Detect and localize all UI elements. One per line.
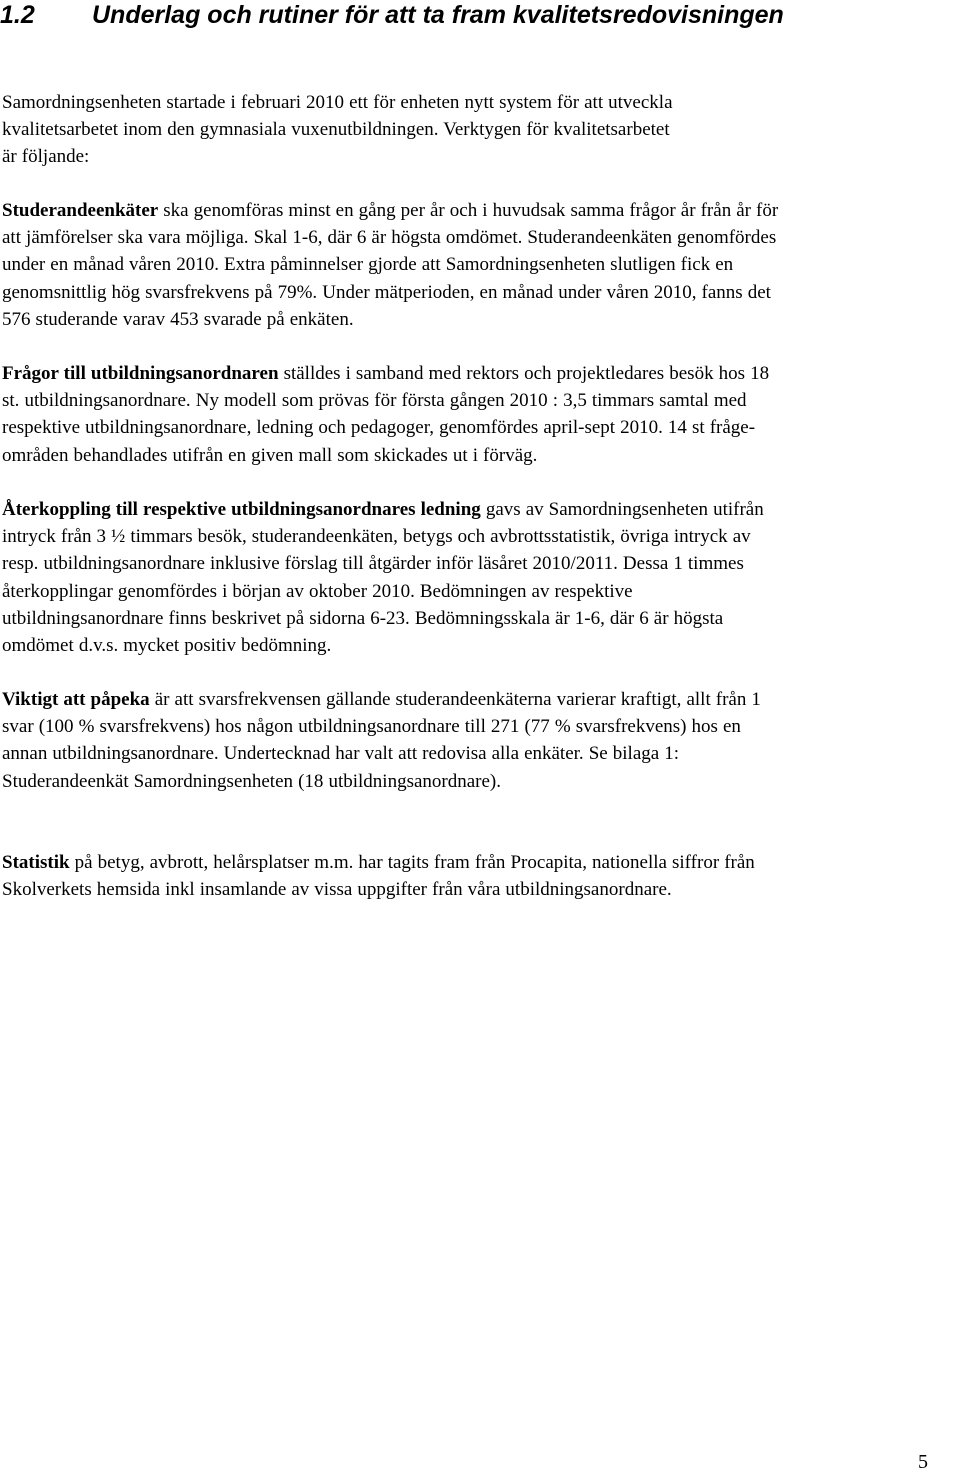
paragraph-intro bbox=[2, 89, 960, 171]
paragraph-lead: Återkoppling till respektive utbildningsanordnares ledning bbox=[2, 499, 481, 520]
paragraph-statistik bbox=[2, 849, 960, 903]
text-line: är följande: bbox=[2, 146, 90, 168]
section-number: 1.2 bbox=[0, 1, 35, 29]
text-line: att jämförelser ska vara möjliga. Skal 1-6, där 6 är högsta omdömet. Studerandeenkäten genomfördes bbox=[2, 227, 777, 249]
paragraph-lead: Studerandeenkäter bbox=[2, 200, 159, 221]
paragraph-fragor bbox=[2, 360, 960, 469]
page-number: 5 bbox=[918, 1451, 928, 1473]
text-line: är att svarsfrekvensen gällande studerandeenkäterna varierar kraftigt, allt från 1 bbox=[149, 689, 761, 710]
section-title: Underlag och rutiner för att ta fram kvalitetsredovisningen bbox=[92, 1, 784, 29]
text-line: kvalitetsarbetet inom den gymnasiala vuxenutbildningen. Verktygen för kvalitetsarbetet bbox=[2, 119, 670, 141]
text-line: 576 studerande varav 453 svarade på enkäten. bbox=[2, 308, 354, 330]
paragraph-lead: Statistik bbox=[2, 852, 70, 873]
section-heading bbox=[0, 0, 960, 30]
text-line: annan utbildningsanordnare. Undertecknad har valt att redovisa alla enkäter. Se bilaga 1: bbox=[2, 743, 680, 765]
text-line: resp. utbildningsanordnare inklusive förslag till åtgärder inför läsåret 2010/2011. Dessa 1 timmes bbox=[2, 553, 744, 575]
text-line: utbildningsanordnare finns beskrivet på sidorna 6-23. Bedömningsskala är 1-6, där 6 är högsta bbox=[2, 607, 724, 629]
text-line: Skolverkets hemsida inkl insamlande av vissa uppgifter från våra utbildningsanordnare. bbox=[2, 879, 672, 901]
text-line: intryck från 3 ½ timmars besök, studerandeenkäten, betygs och avbrottsstatistik, övriga intryck av bbox=[2, 526, 751, 548]
text-line: områden behandlades utifrån en given mall som skickades ut i förväg. bbox=[2, 444, 538, 466]
text-line: gavs av Samordningsenheten utifrån bbox=[480, 499, 764, 520]
text-line: Samordningsenheten startade i februari 2010 ett för enheten nytt system för att utveckla bbox=[2, 92, 673, 113]
paragraph-aterkoppling bbox=[2, 496, 960, 659]
text-line: respektive utbildningsanordnare, ledning och pedagoger, genomfördes april-sept 2010. 14 st fråge- bbox=[2, 417, 756, 439]
text-line: ska genomföras minst en gång per år och i huvudsak samma frågor år från år för bbox=[158, 200, 779, 221]
text-line: genomsnittlig hög svarsfrekvens på 79%. Under mätperioden, en månad under våren 2010, fanns det bbox=[2, 281, 771, 303]
text-line: på betyg, avbrott, helårsplatser m.m. har tagits fram från Procapita, nationella siffror från bbox=[69, 852, 755, 873]
text-line: återkopplingar genomfördes i början av oktober 2010. Bedömningen av respektive bbox=[2, 580, 633, 602]
paragraph-studerandeenkater bbox=[2, 197, 960, 333]
text-line: omdömet d.v.s. mycket positiv bedömning. bbox=[2, 635, 332, 657]
paragraph-lead: Frågor till utbildningsanordnaren bbox=[2, 363, 279, 384]
paragraph-lead: Viktigt att påpeka bbox=[2, 689, 150, 710]
text-line: under en månad våren 2010. Extra påminnelser gjorde att Samordningsenheten slutligen fick en bbox=[2, 254, 734, 276]
text-line: ställdes i samband med rektors och projektledares besök hos 18 bbox=[278, 363, 770, 384]
text-line: Studerandeenkät Samordningsenheten (18 utbildningsanordnare). bbox=[2, 770, 501, 792]
paragraph-viktigt bbox=[2, 686, 960, 795]
text-line: svar (100 % svarsfrekvens) hos någon utbildningsanordnare till 271 (77 % svarsfrekvens) hos en bbox=[2, 716, 741, 738]
text-line: st. utbildningsanordnare. Ny modell som prövas för första gången 2010 : 3,5 timmars samtal med bbox=[2, 390, 747, 412]
